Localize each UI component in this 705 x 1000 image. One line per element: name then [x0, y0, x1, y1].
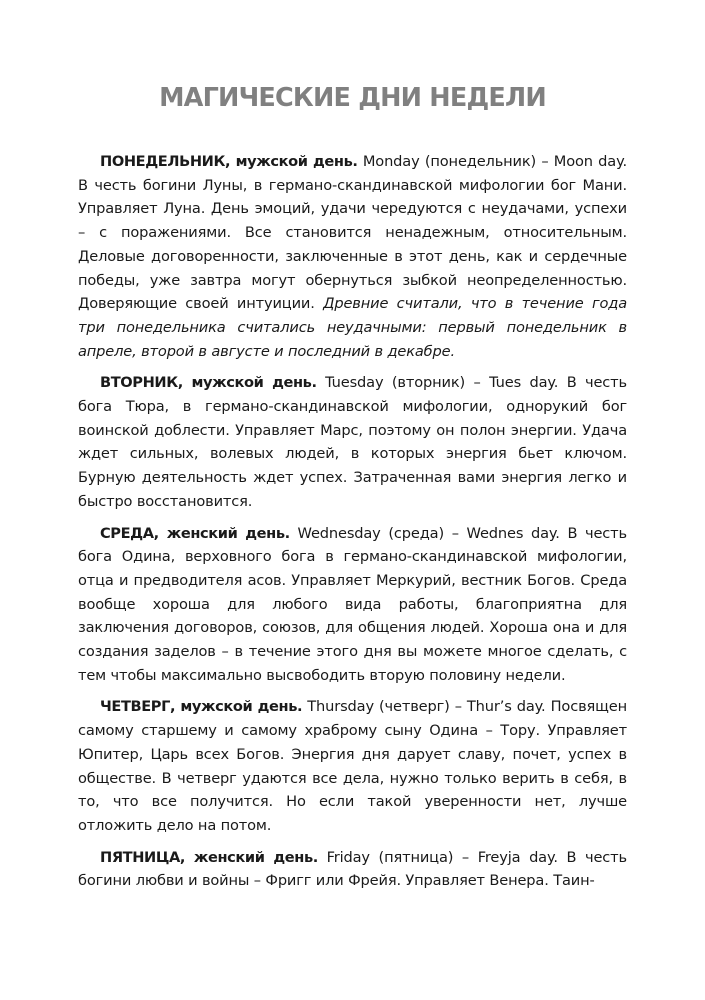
day-heading: ПОНЕДЕЛЬНИК, мужской день.	[100, 153, 358, 170]
day-text: Monday (понедельник) – Moon day. В честь богини Луны, в германо-скандинавской мифологии бог Мани. Управляет Луна. День эмоций, удачи чередуются с неудачами, успехи – с поражениями. Все становится ненадежным, относительным. Деловые договоренности, заключенные в этот день, как и сердечные победы, уже завтра могут обернуться зыбкой неопределенностью. Доверяющие своей интуиции.	[78, 153, 627, 313]
article-body	[78, 150, 627, 893]
day-text: Tuesday (вторник) – Tues day. В честь бога Тюра, в германо-скандинавской мифологии, однорукий бог воинской доблести. Управляет Марс, поэтому он полон энергии. Удача ждет сильных, волевых людей, в которых энергия бьет ключом. Бурную деятельность ждет успех. Затраченная вами энергия легко и быстро восстановится.	[78, 374, 627, 510]
paragraph-thursday	[78, 695, 627, 837]
day-heading: ПЯТНИЦА, женский день.	[100, 848, 318, 866]
paragraph-wednesday	[78, 522, 627, 688]
paragraph-monday	[78, 150, 627, 363]
paragraph-tuesday	[78, 371, 627, 513]
day-text: Wednesday (среда) – Wednes day. В честь бога Одина, верховного бога в германо-скандинавской мифологии, отца и предводителя асов. Управляет Меркурий, вестник Богов. Среда вообще хороша для любого вида работы, благоприятна для заключения договоров, союзов, для общения людей. Хороша она и для создания заделов – в течение этого дня вы можете многое сделать, с тем чтобы максимально высвободить вторую половину недели.	[78, 524, 627, 684]
day-text: Friday (пятница) – Freyja day. В честь богини любви и войны – Фригг или Фрейя. Управляет Венера. Таин-	[78, 848, 627, 890]
day-heading: ЧЕТВЕРГ, мужской день.	[100, 698, 303, 716]
day-note: Древние считали, что в течение года три понедельника считались неудачными: первый понедельник в апреле, второй в августе и последний в декабре.	[78, 295, 627, 360]
paragraph-friday	[78, 846, 627, 893]
day-text: Thursday (четверг) – Thur’s day. Посвящен самому старшему и самому храброму сыну Одина – Тору. Управляет Юпитер, Царь всех Богов. Энергия дня дарует славу, почет, успех в обществе. В четверг удаются все дела, нужно только верить в себя, в то, что все получится. Но если такой уверенности нет, лучше отложить дело на потом.	[78, 698, 627, 834]
page-title: МАГИЧЕСКИЕ ДНИ НЕДЕЛИ	[159, 83, 546, 113]
day-heading: СРЕДА, женский день.	[100, 524, 290, 542]
day-heading: ВТОРНИК, мужской день.	[100, 374, 317, 392]
